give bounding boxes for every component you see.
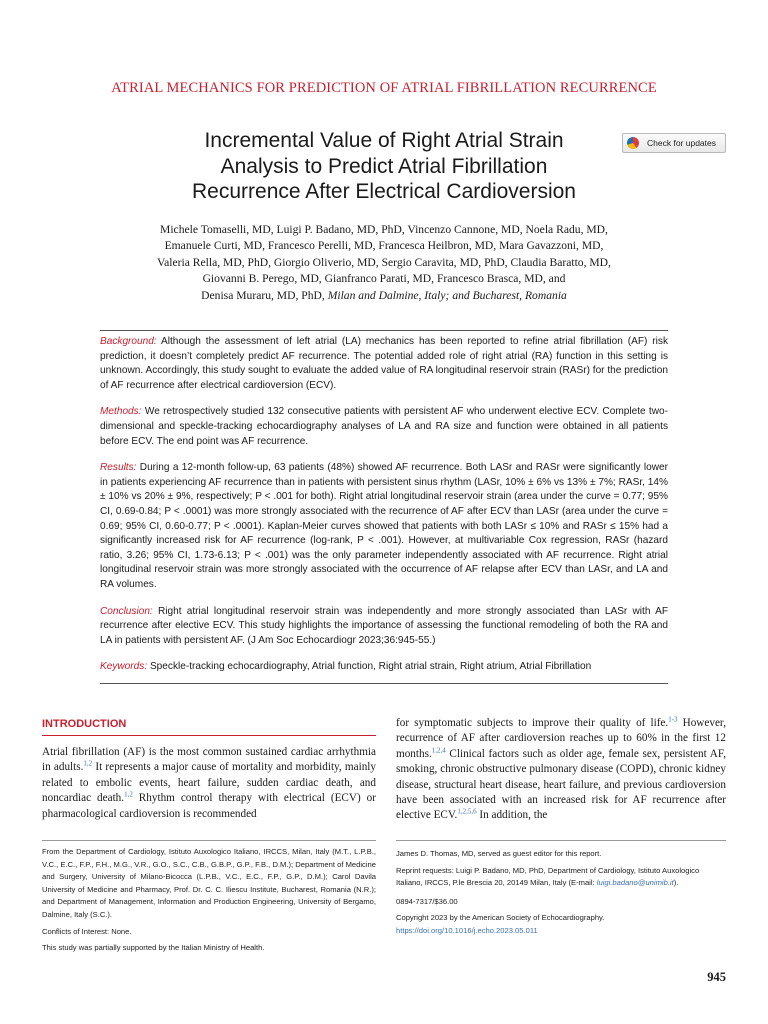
authors-line-5 [100, 288, 668, 304]
ref-link[interactable]: 1-3 [668, 715, 678, 724]
intro-cont-1: for symptomatic subjects to improve their quality of life. [396, 717, 669, 729]
crossmark-icon [627, 137, 639, 149]
page-number: 945 [707, 970, 726, 984]
copyright: Copyright 2023 by the American Society of Echocardiography. [396, 913, 605, 923]
funding: This study was partially supported by the Italian Ministry of Health. [42, 943, 265, 953]
authors-line-2: Emanuele Curti, MD, Francesco Perelli, MD, Francesca Heilbron, MD, Mara Gavazzoni, MD, [164, 239, 604, 253]
intro-left-column [42, 745, 376, 822]
authors-last: Denisa Muraru, MD, PhD, [201, 288, 325, 302]
abstract-conclusion [100, 605, 668, 649]
ref-link[interactable]: 1,2,4 [431, 746, 446, 755]
reprint-end: ). [673, 878, 679, 888]
title-line-1: Incremental Value of Right Atrial Strain [204, 129, 564, 152]
ref-link[interactable]: 1,2,5,6 [457, 807, 477, 816]
conclusion-text: Right atrial longitudinal reservoir strain was independently and more strongly associated than LASr with AF recurrence after elective ECV. This study highlights the importance of assessing the functional remodeling of both the RA and LA in patients with persistent AF. (J Am Soc Echocardiogr 2023;36:945-55.) [100, 605, 668, 646]
reprint-text: Reprint requests: Luigi P. Badano, MD, PhD, Department of Cardiology, Istituto Auxologico Italiano, IRCCS, P.le Brescia 20, 20149 Milan, Italy (E-mail: [396, 865, 700, 888]
author-location: Milan and Dalmine, Italy; and Bucharest, Romania [327, 288, 567, 302]
abstract-keywords [100, 660, 668, 675]
guest-editor: James D. Thomas, MD, served as guest editor for this report. [396, 849, 602, 858]
introduction-heading: INTRODUCTION [42, 718, 127, 730]
background-label: Background: [100, 336, 157, 347]
introduction-rule [42, 735, 376, 736]
abstract-results [100, 461, 668, 592]
intro-text-2: It represents a major cause of mortality and morbidity, mainly related to embolic events, heart failure, sudden cardiac death, and noncardiac death. [42, 761, 376, 805]
email-link[interactable]: luigi.badano@unimib.it [596, 878, 674, 888]
author-list [100, 222, 668, 304]
intro-paragraph-1 [42, 745, 376, 822]
footnote-divider-left [42, 840, 376, 841]
conflicts: Conflicts of Interest: None. [42, 926, 132, 936]
authors-line-1: Michele Tomaselli, MD, Luigi P. Badano, MD, PhD, Vincenzo Cannone, MD, Noela Radu, MD, [160, 223, 608, 236]
check-for-updates-button[interactable] [622, 133, 726, 153]
abstract-methods [100, 405, 668, 449]
background-text: Although the assessment of left atrial (LA) mechanics has been reported to refine atrial fibrillation (AF) risk prediction, it doesn’t completely predict AF recurrence. The potential added role of right atrial (RA) function in this setting is unknown. Accordingly, this study sought to evaluate the added value of RA longitudinal reservoir strain (RASr) for the prediction of AF recurrence after electrical cardioversion (ECV). [100, 336, 668, 391]
issn: 0894-7317/$36.00 [396, 896, 458, 906]
article-title [120, 128, 648, 205]
authors-line-4: Giovanni B. Perego, MD, Gianfranco Parati, MD, Francesco Brasca, MD, and [202, 272, 566, 286]
methods-label: Methods: [100, 406, 142, 418]
intro-cont-4: In addition, the [476, 809, 548, 822]
results-text: During a 12-month follow-up, 63 patients (48%) showed AF recurrence. Both LASr and RASr were significantly lower in patients experiencing AF recurrence than in patients with persistent sinus rhythm (LASr, 10% ± 6% vs 13% ± 7%; RASr, 14% ± 10% vs 20% ± 9%, respectively; P < .001 for both). Right atrial longitudinal reservoir strain (area under the curve = 0.77; 95% CI, 0.69-0.84; P < .0001) was more strongly associated with the recurrence of AF after ECV than LASr (area under the curve = 0.69; 95% CI, 0.60-0.77; P < .0001). Kaplan-Meier curves showed that patients with both LASr ≤ 10% and RASr ≤ 15% had a significantly increased risk for AF recurrence (log-rank, P < .001). However, at multivariable Cox regression, RASr (hazard ratio, 3.26; 95% CI, 1.73-6.13; P < .001) was the only parameter independently associated with AF recurrence. Right atrial longitudinal reservoir strain was more strongly associated with the occurrence of AF relapse after ECV than LASr, and LA and RA volumes. [100, 462, 668, 590]
intro-cont-2: However, recurrence of AF after cardioversion reaches up to 60% in the first 12 months. [396, 717, 726, 760]
ref-link[interactable]: 1,2 [83, 759, 93, 768]
keywords-text: Speckle-tracking echocardiography, Atrial function, Right atrial strain, Right atrium, Atrial Fibrillation [149, 661, 592, 673]
title-line-3: Recurrence After Electrical Cardioversion [192, 180, 576, 203]
authors-line-3: Valeria Rella, MD, PhD, Giorgio Oliverio, MD, Sergio Caravita, MD, PhD, Claudia Baratto, MD, [157, 255, 611, 269]
footnotes-right [396, 848, 726, 938]
intro-text-1: Atrial fibrillation (AF) is the most common sustained cardiac arrhythmia in adults. [42, 746, 376, 774]
conclusion-label: Conclusion: [100, 605, 153, 617]
abstract-background [100, 335, 668, 393]
footnotes-left [42, 846, 376, 955]
intro-cont-3: Clinical factors such as older age, female sex, persistent AF, smoking, chronic obstructive pulmonary disease (COPD), chronic kidney disease, structural heart disease, heart failure, and previous cardioversion have been associated with an increased risk for AF recurrence after elective ECV. [396, 747, 726, 822]
affiliations: From the Department of Cardiology, Istituto Auxologico Italiano, IRCCS, Milan, Italy (M.T., L.P.B., V.C., E.C., F.P., F.H., M.G., V.R., G.O., S.C., C.B., G.B.P., G.P., F.B., D.M.); Department of Medicine and Surgery, University of Milano-Bicocca (L.P.B., V.C., E.C., F.P., G.P., D.M.); Carol Davila University of Medicine and Pharmacy, Prof. Dr. C. C. Iliescu Institute, Bucharest, Romania (N.R.); and Department of Management, Information and Production Engineering, University of Bergamo, Dalmine, Italy (S.C.). [42, 847, 376, 919]
check-for-updates-label: Check for updates [647, 138, 716, 148]
doi-link[interactable]: https://doi.org/10.1016/j.echo.2023.05.011 [396, 925, 538, 935]
section-header: ATRIAL MECHANICS FOR PREDICTION OF ATRIAL FIBRILLATION RECURRENCE [111, 80, 657, 96]
reprint-requests [396, 865, 726, 890]
methods-text: We retrospectively studied 132 consecutive patients with persistent AF who underwent elective ECV. Complete two-dimensional and speckle-tracking echocardiography analyses of LA and RA size and function were obtained in all patients before ECV. The end point was AF recurrence. [100, 406, 668, 447]
footnote-divider-right [396, 840, 726, 841]
abstract [100, 330, 668, 684]
title-line-2: Analysis to Predict Atrial Fibrillation [220, 154, 548, 178]
intro-right-column [396, 716, 726, 824]
intro-paragraph-cont [396, 716, 726, 824]
keywords-label: Keywords: [100, 661, 148, 673]
ref-link[interactable]: 1,2 [124, 790, 133, 799]
results-label: Results: [100, 462, 137, 474]
intro-text-3: Rhythm control therapy with electrical (ECV) or pharmacological cardioversion is recommended [42, 792, 376, 820]
